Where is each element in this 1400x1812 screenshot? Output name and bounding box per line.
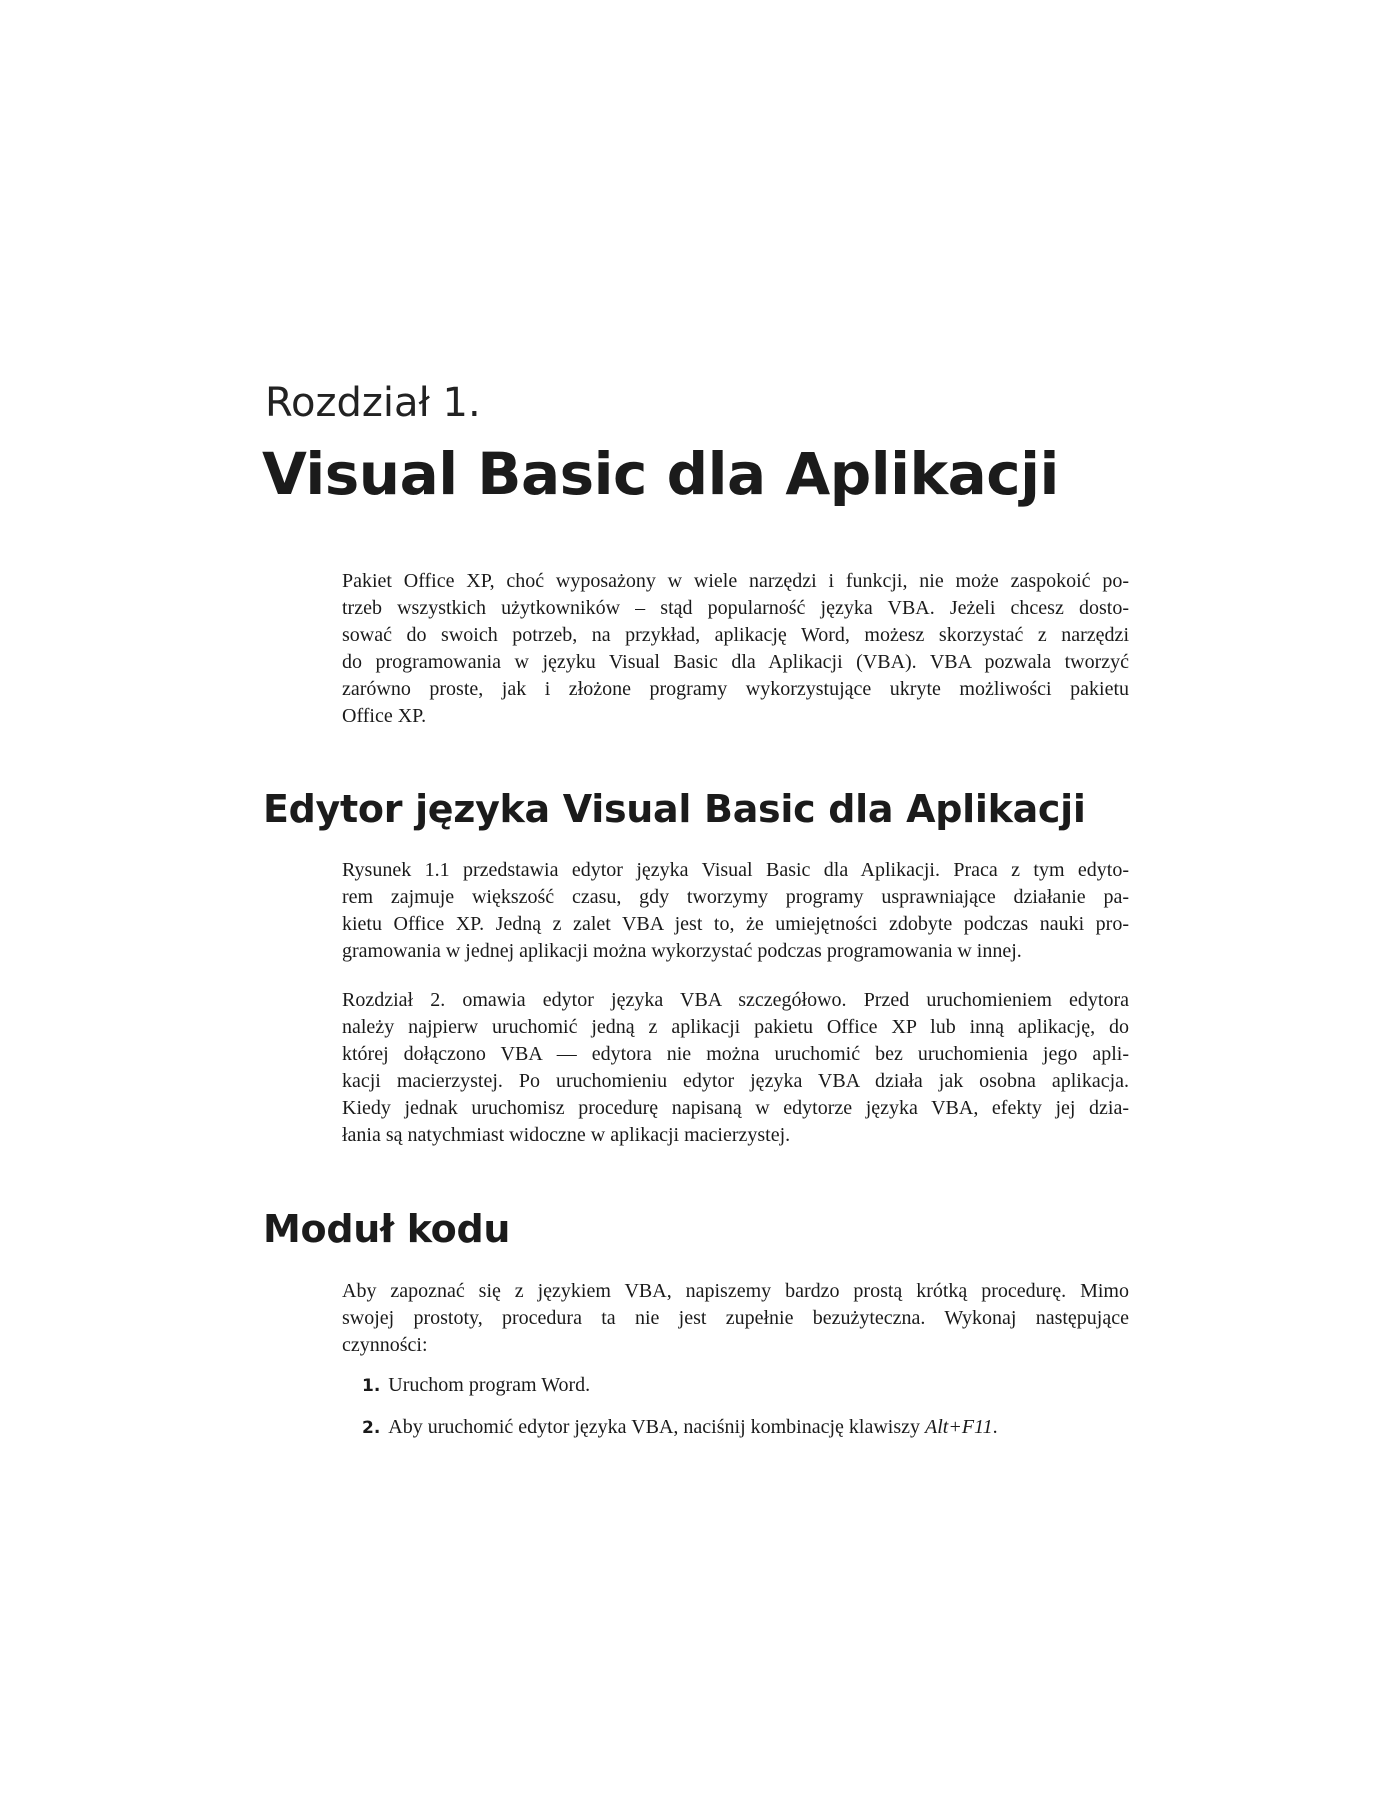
text-line: należy najpierw uruchomić jedną z aplikacji pakietu Office XP lub inną aplikację, do xyxy=(342,1016,1129,1038)
list-item xyxy=(362,1414,1122,1441)
editor-paragraph-2 xyxy=(342,987,1129,1149)
text-line: gramowania w jednej aplikacji można wykorzystać podczas programowania w innej. xyxy=(342,940,1022,962)
text-line: Rozdział 2. omawia edytor języka VBA szczegółowo. Przed uruchomieniem edytora xyxy=(342,989,1129,1011)
section-heading-editor: Edytor języka Visual Basic dla Aplikacji xyxy=(263,787,1086,831)
text-line: Kiedy jednak uruchomisz procedurę napisaną w edytorze języka VBA, efekty jej dzia- xyxy=(342,1097,1129,1119)
chapter-label: Rozdział 1. xyxy=(265,380,481,426)
text-line: sować do swoich potrzeb, na przykład, aplikację Word, możesz skorzystać z narzędzi xyxy=(342,624,1129,646)
list-item-text: Aby uruchomić edytor języka VBA, naciśnij kombinację klawiszy xyxy=(388,1416,926,1438)
text-line: Aby zapoznać się z językiem VBA, napiszemy bardzo prostą krótką procedurę. Mimo xyxy=(342,1280,1129,1302)
text-line: Office XP. xyxy=(342,705,427,727)
text-line: Pakiet Office XP, choć wyposażony w wiele narzędzi i funkcji, nie może zaspokoić po- xyxy=(342,570,1129,592)
module-paragraph xyxy=(342,1278,1129,1359)
list-number: 1. xyxy=(362,1376,381,1396)
text-line: kietu Office XP. Jedną z zalet VBA jest to, że umiejętności zdobyte podczas nauki pro- xyxy=(342,913,1129,935)
text-line: zarówno proste, jak i złożone programy wykorzystujące ukryte możliwości pakietu xyxy=(342,678,1129,700)
editor-paragraph-1 xyxy=(342,857,1129,965)
text-line: łania są natychmiast widoczne w aplikacji macierzystej. xyxy=(342,1124,791,1146)
list-item-text: Uruchom program Word. xyxy=(388,1374,591,1396)
text-line: kacji macierzystej. Po uruchomieniu edytor języka VBA działa jak osobna aplikacja. xyxy=(342,1070,1129,1092)
chapter-title: Visual Basic dla Aplikacji xyxy=(262,440,1059,508)
text-line: trzeb wszystkich użytkowników – stąd popularność języka VBA. Jeżeli chcesz dosto- xyxy=(342,597,1129,619)
steps-list xyxy=(362,1372,1122,1441)
list-number: 2. xyxy=(362,1418,381,1438)
text-line: do programowania w języku Visual Basic dla Aplikacji (VBA). VBA pozwala tworzyć xyxy=(342,651,1129,673)
intro-paragraph xyxy=(342,568,1129,730)
text-line: Rysunek 1.1 przedstawia edytor języka Visual Basic dla Aplikacji. Praca z tym edyto- xyxy=(342,859,1129,881)
text-line: swojej prostoty, procedura ta nie jest zupełnie bezużyteczna. Wykonaj następujące xyxy=(342,1307,1129,1329)
list-item xyxy=(362,1372,1122,1399)
text-line: której dołączono VBA — edytora nie można uruchomić bez uruchomienia jego apli- xyxy=(342,1043,1129,1065)
keyboard-shortcut: Alt+F11 xyxy=(925,1416,993,1438)
text-line: rem zajmuje większość czasu, gdy tworzymy programy usprawniające działanie pa- xyxy=(342,886,1129,908)
text-line: czynności: xyxy=(342,1334,428,1356)
section-heading-module: Moduł kodu xyxy=(263,1207,511,1251)
list-item-suffix: . xyxy=(992,1416,998,1438)
